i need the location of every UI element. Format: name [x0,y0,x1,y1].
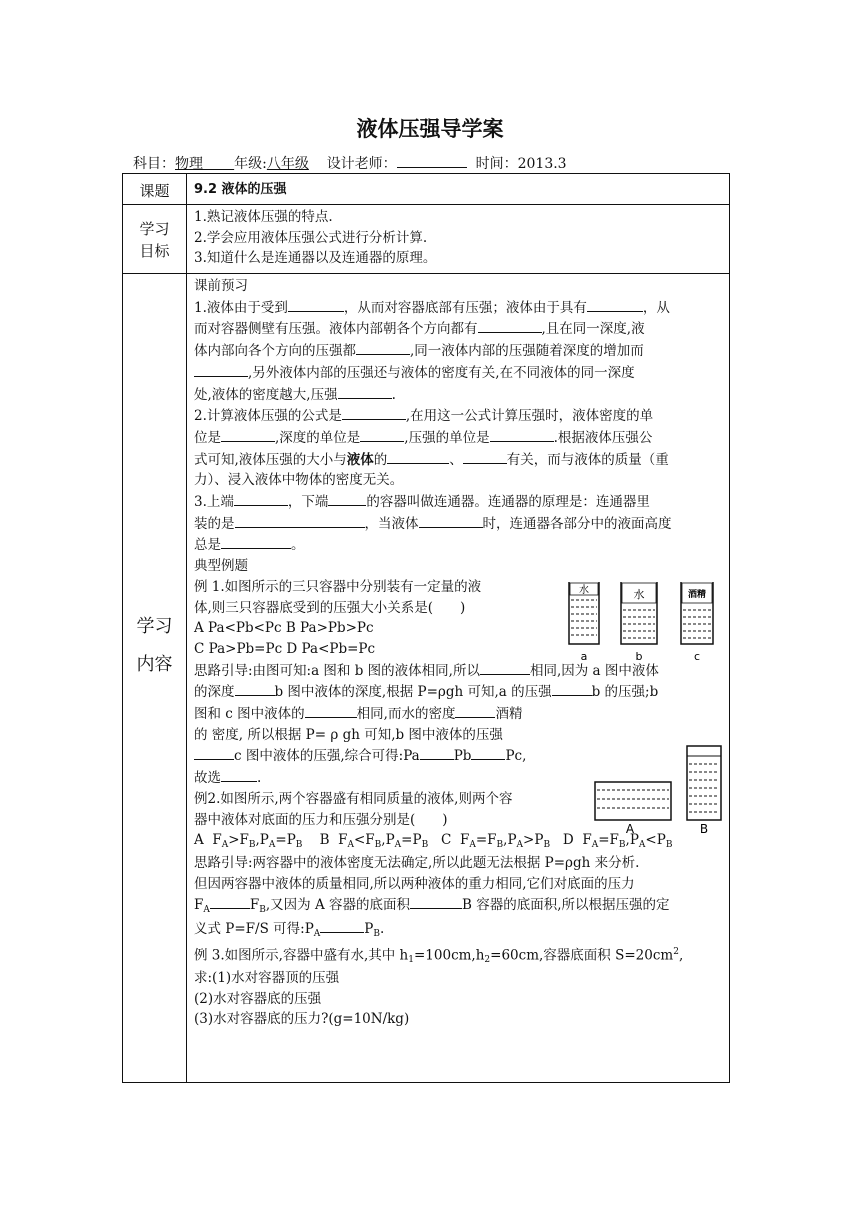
container-b [621,582,657,663]
container-A [595,782,671,836]
column-divider [186,174,187,1082]
example-2: 例2.如图所示,两个容器盛有相同质量的液体,则两个容 器中液体对底面的压力和压强分别是( ) [194,790,513,828]
caption-B: B [699,822,709,836]
topic-label: 课题 [139,182,170,200]
teacher-blank [397,154,467,168]
teacher-label: 设计老师： [326,156,397,172]
preview-heading: 课前预习 [194,278,248,294]
content-label: 学习 内容 [136,616,173,675]
example-3: 例 3.如图所示,容器中盛有水,其中 $h_1=100cm,h_2=60cm$,容器底面积 $S=20cm^2$, 求:(1)水对容器顶的压强 (2)水对容器底的压强 (3)水对容器底的压力?(g=10N/kg) [194,946,684,1028]
goal-item: 3.知道什么是连通器以及连通器的原理。 [194,250,437,267]
row-divider [123,204,729,205]
document-meta [133,153,567,173]
caption-A: A [625,822,635,836]
caption-c: c [693,650,701,663]
svg-text:酒精: 酒精 [687,590,707,600]
grade-label: 年级: [234,156,267,172]
example-1: 例 1.如图所示的三只容器中分别装有一定量的液 体,则三只容器底受到的压强大小关系是( ) A Pa<Pb<Pc B Pa>Pb>Pc C Pa>Pb=Pc D Pa<Pb=Pc [194,578,482,657]
grade-value: 八年级 [266,156,309,172]
subject-label: 科目： [133,156,175,172]
preview-question-3: 3.上端 ，下端 的容器叫做连通器。连通器的原理是：连通器里 装的是 ，当液体 时，连通器各部分中的液面高度 总是 。 [194,491,724,556]
svg-text:水: 水 [579,585,589,596]
goals-list [194,207,724,269]
example-2-options: A $F_A>F_B,P_A=P_B$ B $F_A<F_B,P_A=P_B$ C $F_A=F_B,P_A>P_B$ D $F_A=F_B,P_A<P_B$ [194,832,673,851]
container-a [569,582,599,663]
time-text: 时间：2013.3 [475,156,567,172]
containers-figure-ab [592,744,724,836]
caption-a: a [580,650,588,663]
caption-b: b [635,650,643,663]
svg-text:水: 水 [633,588,645,601]
containers-figure-abc [565,580,715,664]
container-c [681,582,713,663]
preview-question-2: 2.计算液体压强的公式是 ,在用这一公式计算压强时，液体密度的单 位是 ,深度的单位是 ,压强的单位是 .根据液体压强公 式可知,液体压强的大小与液体的 、 有关，而与液体的质量（重 力）、浸入液体中物体的密度无关。 [194,405,724,491]
row-divider [123,273,729,274]
example-1-hint: 思路引导:由图可知:a 图和 b 图的液体相同,所以 相同,因为 a 图中液体 的深度 b 图中液体的深度,根据 P=ρgh 可知,a 的压强 b 的压强;b 图和 c 图中液体的 相同,而水的密度 酒精 的 密度, 所以根据 P= ρ gh 可知,b 图中液体的压强 c 图中液体的压强,综合可得:Pa Pb Pc, 故选 . [194,660,724,789]
topic-value: 9.2 液体的压强 [194,182,287,197]
goal-item: 2.学会应用液体压强公式进行分析计算. [194,229,428,246]
goals-label: 学习 目标 [139,220,170,260]
example-2-hint: 思路引导:两容器中的液体密度无法确定,所以此题无法根据 P=ρgh 来分析. 但因两容器中液体的质量相同,所以两种液体的重力相同,它们对底面的压力 $F_A$ $F_B$,又因为 A 容器的底面积 B 容器的底面积,所以根据压强的定 义式 P=F/S 可得$:P_A$ $P_B$. [194,854,670,940]
document-title: 液体压强导学案 [356,117,504,141]
examples-heading: 典型例题 [194,558,248,575]
goal-item: 1.熟记液体压强的特点. [194,209,333,225]
preview-question-1: 1.液体由于受到 ，从而对容器底部有压强；液体由于具有 ，从 而对容器侧壁有压强。液体内部朝各个方向都有 ,且在同一深度,液 体内部向各个方向的压强都 ,同一液体内部的压强随着深度的增加而 ,另外液体内部的压强还与液体的密度有关,在不同液体的同一深度 处,液体的密度越大,压强 . [194,297,724,406]
container-B [687,746,721,836]
subject-value: 物理 [175,156,203,172]
